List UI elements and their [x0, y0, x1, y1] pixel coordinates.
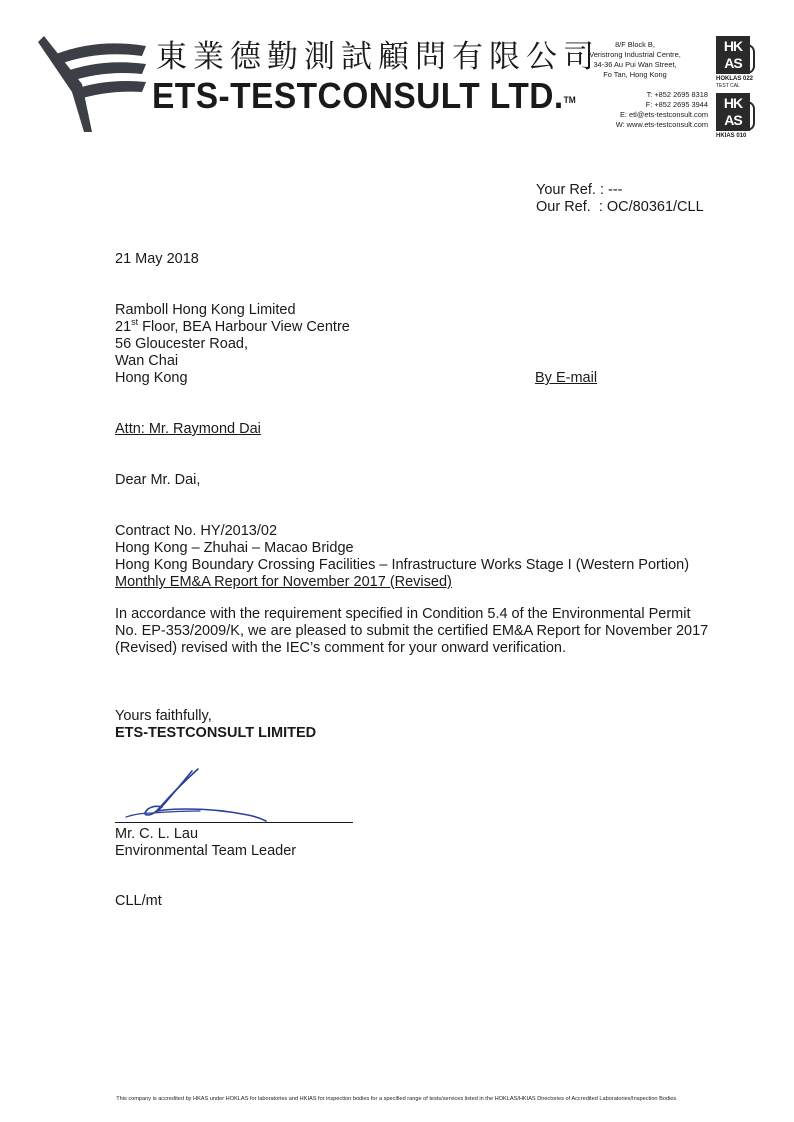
report-title: Monthly EM&A Report for November 2017 (Revised) [115, 574, 452, 590]
recipient-district: Wan Chai [115, 353, 179, 369]
recipient-address [115, 302, 350, 387]
accreditation-subcaption: TEST CAL [716, 83, 740, 89]
company-contact [562, 90, 708, 130]
reference-block [536, 182, 704, 216]
company-address [562, 40, 708, 80]
contract-number: Contract No. HY/2013/02 [115, 523, 278, 539]
signatory-block [115, 826, 296, 860]
company-name-chinese: 東業德勤測試顧問有限公司 [156, 39, 600, 75]
hkias-accreditation-logo [716, 93, 754, 140]
signature-line [115, 822, 353, 823]
signatory-title: Environmental Team Leader [115, 843, 297, 859]
accreditation-caption: HKIAS 010 [716, 133, 747, 139]
reference-initials: CLL/mt [115, 893, 162, 909]
accreditation-caption: HOKLAS 022 [716, 76, 754, 82]
address-line: 8/F Block B, [615, 40, 655, 49]
hkas-mark-top: HK [723, 38, 743, 54]
address-line: Fo Tan, Hong Kong [603, 70, 667, 79]
your-reference: Your Ref. : --- [536, 182, 623, 198]
closing-company: ETS-TESTCONSULT LIMITED [115, 725, 317, 741]
subject-block [115, 523, 689, 591]
recipient-city: Hong Kong [115, 370, 188, 386]
email-address: E: etl@ets-testconsult.com [619, 110, 708, 119]
body-paragraph: In accordance with the requirement specified in Condition 5.4 of the Environmental Permit No. EP-353/2009/K, we are pleased to submit the certified EM&A Report for November 2017 (Revised) revised with the IEC’s comment for your onward verification. [115, 606, 709, 656]
complimentary-close: Yours faithfully, [115, 708, 212, 724]
trademark-symbol: TM [563, 95, 576, 105]
closing-block [115, 708, 316, 742]
letter-date: 21 May 2018 [115, 251, 199, 267]
company-name-english-text: ETS-TESTCONSULT LTD. [152, 75, 564, 116]
hkas-mark-icon [716, 93, 750, 131]
address-line: Veristrong Industrial Centre, [589, 50, 681, 59]
company-name-english [152, 76, 576, 116]
salutation: Dear Mr. Dai, [115, 472, 201, 488]
our-reference: Our Ref. : OC/80361/CLL [536, 199, 704, 215]
recipient-company: Ramboll Hong Kong Limited [115, 302, 296, 318]
recipient-street: 56 Gloucester Road, [115, 336, 248, 352]
project-name: Hong Kong – Zhuhai – Macao Bridge [115, 540, 354, 556]
handwritten-signature [118, 765, 278, 825]
website-address: W: www.ets-testconsult.com [615, 120, 708, 129]
fax-number: F: +852 2695 3944 [645, 100, 708, 109]
footer-accreditation-note: This company is accredited by HKAS under HOKLAS for laboratories and HKIAS for inspection bodies for a specified range of tests/services listed in the HOKLAS/HKIAS Directories of Accredited Laboratories/Inspection Bodies. [116, 1096, 678, 1102]
hoklas-accreditation-logo [716, 36, 754, 89]
address-line: 34-36 Au Pui Wan Street, [593, 60, 677, 69]
recipient-floor: 21st Floor, BEA Harbour View Centre [115, 317, 350, 335]
signatory-name: Mr. C. L. Lau [115, 826, 199, 842]
hkas-mark-icon [716, 36, 750, 74]
company-logo-icon [38, 34, 148, 134]
hkas-mark-top: HK [723, 95, 743, 111]
attention-line: Attn: Mr. Raymond Dai [115, 421, 261, 437]
phone-number: T: +852 2695 8318 [646, 90, 708, 99]
works-title: Hong Kong Boundary Crossing Facilities – Infrastructure Works Stage I (Western Portion) [115, 557, 690, 573]
hkas-mark-bottom: AS [724, 112, 742, 128]
delivery-method: By E-mail [535, 370, 598, 386]
hkas-mark-bottom: AS [724, 55, 742, 71]
